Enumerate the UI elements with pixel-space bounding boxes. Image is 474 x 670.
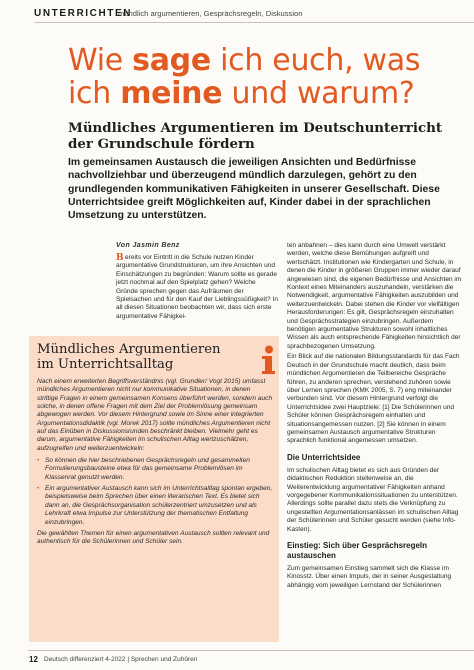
column-2-paragraph-1: ten anbahnen – dies kann durch eine Umwelt verstärkt werden, welche diese Bemühungen aufgreift und wertschätzt. Institutionen wie Kindergarten und Schule, in denen die Kinder in größeren Gruppen immer wieder darauf angewiesen sind, die eigenen Bedürfnisse und Ansichten im Kontext eines Miteinanders auszuhandeln, verstärken die Notwendigkeit, argumentative Fähigkeiten auszubilden und weiterzuentwickeln. Dabei stehen die Kinder vor vielfältigen Herausforderungen: Es gilt, Gesprächsregeln einzuhalten und Gesprächsstrategien einzubringen. Außerdem benötigen argumentative Strukturen sowohl inhaltliches Wissen als auch entsprechende Fähigkeiten hinsichtlich der sprachbezogenen Umsetzung. [287,242,462,350]
column-2-paragraph-4: Zum gemeinsamen Einstieg sammelt sich die Klasse im Kinosstz. Über einen Impuls, der in seiner Ausgestaltung abhängig vom jeweiligen Lernstand der Schülerinnen [287,565,452,589]
footer-rule [28,650,474,651]
article-subtitle: Mündliches Argumentieren im Deutschunterricht der Grundschule fördern [68,120,443,152]
column-1-text: ereits vor Eintritt in die Schule nutzen Kinder argumentative Grundstrukturen, um ihre Ansichten und Einschätzungen zu begründen: Warum sollte es gerade jetzt nochmal auf den Spielplatz gehen? Welche Gründe sprechen gegen das Aufräumen der Spielsachen und für den Kauf der Lieblingssüßigkeit? In all diesen Situationen beobachten wir, dass sich erste argumentative Fähigkei- [116,254,278,320]
list-item: • So können die hier beschriebenen Gesprächsregeln und gesammelten Formulierungsbausteine etwa für das gemeinsame Problemlösen im Klassenrat genutzt werden. [37,457,273,482]
section-subtitle: mündlich argumentieren, Gesprächsregeln, Diskussion [118,9,303,18]
running-header [0,8,474,22]
author-byline: Von Jasmin Benz [116,242,180,249]
page-number: 12 [29,655,38,664]
article-intro: Im gemeinsamen Austausch die jeweiligen Ansichten und Bedürfnisse nachvollziehbar und überzeugend mündlich darzulegen, gehört zu den grundlegenden kommunikativen Fähigkeiten in unserer Gesellschaft. Diese Unterrichtsidee greift Möglichkeiten auf, Kinder dabei in der sprachlichen Umsetzung zu unterstützen. [68,157,440,222]
section-label: UNTERRICHTEN [34,8,133,19]
info-icon [259,345,277,375]
info-box-text [37,378,273,547]
column-2 [287,242,462,590]
page-footer [0,650,474,670]
info-box [29,336,279,642]
article-headline: Wie sage ich euch, was ich meine und warum? [68,43,421,111]
header-rule [34,22,474,23]
info-box-title: Mündliches Argumentieren im Unterrichtsalltag [37,342,221,373]
list-item: • Ein argumentativer Austausch kann sich im Unterrichtsalltag spontan ergeben, beispielsweise beim Sprechen über einen literarischen Text. Es bietet sich dann an, die Gesprächsorganisation schülerzentriert umzusetzen und als Lehrkraft etwa Impulse zur Unterstützung der thematischen Entfaltung einzubringen. [37,485,273,527]
info-box-list [37,457,273,527]
column-2-paragraph-2: Ein Blick auf die nationalen Bildungsstandards für das Fach Deutsch in der Grundschule macht deutlich, dass beim mündlichen Argumentieren die Teilbereiche Gespräche führen, zu anderen sprechen, verstehend zuhören sowie über Lernen sprechen (KMK 2005, S. 7) eng miteinander verbunden sind. Vor diesem Hintergrund verfolgt die Unterrichtsidee zwei Hauptziele: [1] Die Schülerinnen und Schüler können Gesprächsregeln einhalten und situationsangemessen nutzen. [2] Sie können in einem gemeinsamen Austausch argumentative Strukturen sprachlich funktional angemessen umsetzen. [287,353,460,445]
footer-text: Deutsch differenziert 4-2022 | Sprechen und Zuhören [44,656,198,663]
drop-cap: B [116,253,124,263]
section-heading-unterrichtsidee: Die Unterrichtsidee [287,452,361,462]
info-box-paragraph: Nach einem erweiterten Begriffsverständnis (vgl. Grundler/ Vogt 2015) umfasst mündliches Argumentieren nicht nur kommunikative Situationen, in denen strittige Fragen in einem gemeinsamen Konsens überführt werden, sondern auch solche, in denen offene Fragen mit dem Ziel der Problemlösung gemeinsam abgewogen werden. Vor diesem Hintergrund sowie im Sinne einer integrierten Argumentationsdidaktik (vgl. Morek 2017) sollte mündliches Argumentieren nicht auf das Einüben in Diskussionsrunden beschränkt bleiben. Vielmehr geht es darum, argumentative Fähigkeiten im schulischen Alltag wertzuschätzen, aufzugreifen und weiterzuentwickeln: [37,378,273,452]
column-2-paragraph-3: Im schulischen Alltag bietet es sich aus Gründen der didaktischen Reduktion stellenweise an, die Weiterentwicklung argumentativer Fähigkeiten anhand vorgegebener Kommunikationssituationen zu unterstützen. Allerdings sollte parallel dazu stets die Verknüpfung zu ungestellten Argumentationsanlässen im schulischen Alltag der Schülerinnen und Schüler gesucht werden (siehe Info-Kasten). [287,466,459,533]
info-box-closing: Die gewählten Themen für einen argumentativen Austausch sollten relevant und authentisch für die Schülerinnen und Schüler sein. [37,529,270,546]
section-heading-einstieg: Einstieg: Sich über Gesprächsregeln austauschen [287,541,428,560]
